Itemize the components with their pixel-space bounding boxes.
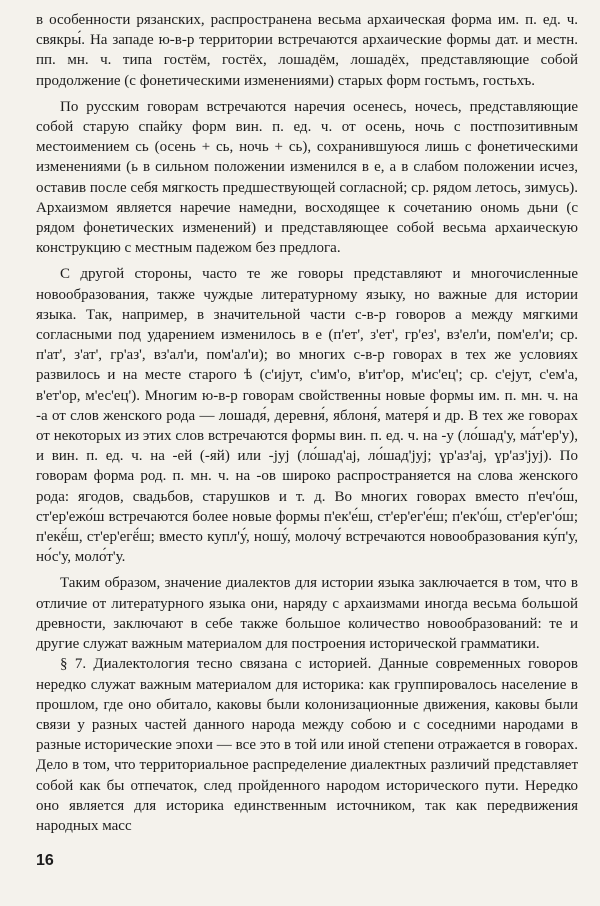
paragraph-5-section-7: § 7. Диалектология тесно связана с историей. Данные современных говоров нередко служат важным материалом для историка: как группировалось население в прошлом, где оно обитало, каковы были колонизационные движения, каковы были связи у разных частей данного народа между собою и с соседними народами в разные исторические эпохи — все это в той или иной степени отражается в говорах. Дело в том, что территориальное распределение диалектных различий представляет собой как бы отпечаток, след пройденного народом исторического пути. Нередко оно является для историка единственным источником, так как передвижения народных масс bbox=[36, 656, 578, 834]
paragraph-3: С другой стороны, часто те же говоры представляют и многочисленные новообразования, также чуждые литературному языку, но важные для истории языка. Так, например, в значительной части с-в-р говоров а между мягкими согласными под ударением изменилось в е (п'ет', з'ет', гр'ез', вз'ел'и, пом'ел'и; ср. п'ат', з'ат', гр'аз', вз'ал'и, пом'ал'и); во многих с-в-р говорах в тех же условиях развилось и на месте старого ѣ (с'ијут, с'им'о, в'ит'ор, м'ис'ец'; ср. с'ејут, с'ем'а, в'ет'ор, м'ес'ец'). Многим ю-в-р говорам свойственны новые формы им. п. мн. ч. на -а от слов женского рода — лошадя́, деревня́, яблоня́, матеря́ и др. В тех же говорах от некоторых из этих слов встречаются формы вин. п. ед. ч. на -у (ло́шад'у, ма́т'ер'у), и вин. п. ед. ч. на -ей (-яй) или -јуј (ло́шад'ај, ло́шад'јуј; ɣр'аз'ај, ɣр'аз'јуј). По говорам форма род. п. мн. ч. на -ов широко распространяется на слова женского рода: ягодов, свадьбов, старушков и т. д. Во многих говорах вместо п'еч'о́ш, ст'ер'ежо́ш встречаются более новые формы п'ек'е́ш, ст'ер'ег'е́ш; п'ек'о́ш, ст'ер'ег'о́ш; п'екё́ш, ст'ер'егё́ш; вместо купл'у́, ношу́, молочу́ встречаются новообразования ку́п'у, но́с'у, моло́т'у. bbox=[36, 266, 578, 566]
paragraph-1: в особенности рязанских, распространена весьма архаическая форма им. п. ед. ч. свякры́. На западе ю-в-р территории встречаются архаические формы дат. и местн. пп. мн. ч. типа гостём, гостёх, лошадём, лошадёх, представляющие собой продолжение (с фонетическими изменениями) старых форм гостьмъ, гостьхъ. bbox=[36, 12, 578, 89]
paragraph-2: По русским говорам встречаются наречия осенесь, ночесь, представляющие собой старую спайку форм вин. п. ед. ч. от осень, ночь с постпозитивным местоимением сь (осень + сь, ночь + сь), сохранившуюся лишь с фонетическими изменениями (ь в сильном положении изменился в е, а в слабом положении исчез, оставив после себя мягкость предшествующей согласной; ср. рядом летось, зимусь). Архаизмом является наречие намедни, восходящее к сочетанию ономь дьни (с рядом фонетических изменений) и представляющее собой весьма архаическую конструкцию с местным падежом без предлога. bbox=[36, 98, 578, 257]
page-number: 16 bbox=[36, 852, 54, 869]
paragraph-4: Таким образом, значение диалектов для истории языка заключается в том, что в отличие от литературного языка они, наряду с архаизмами иногда весьма большой древности, заключают в себе также большое количество новообразований: те и другие служат важным материалом для построения исторической грамматики. bbox=[36, 575, 578, 653]
